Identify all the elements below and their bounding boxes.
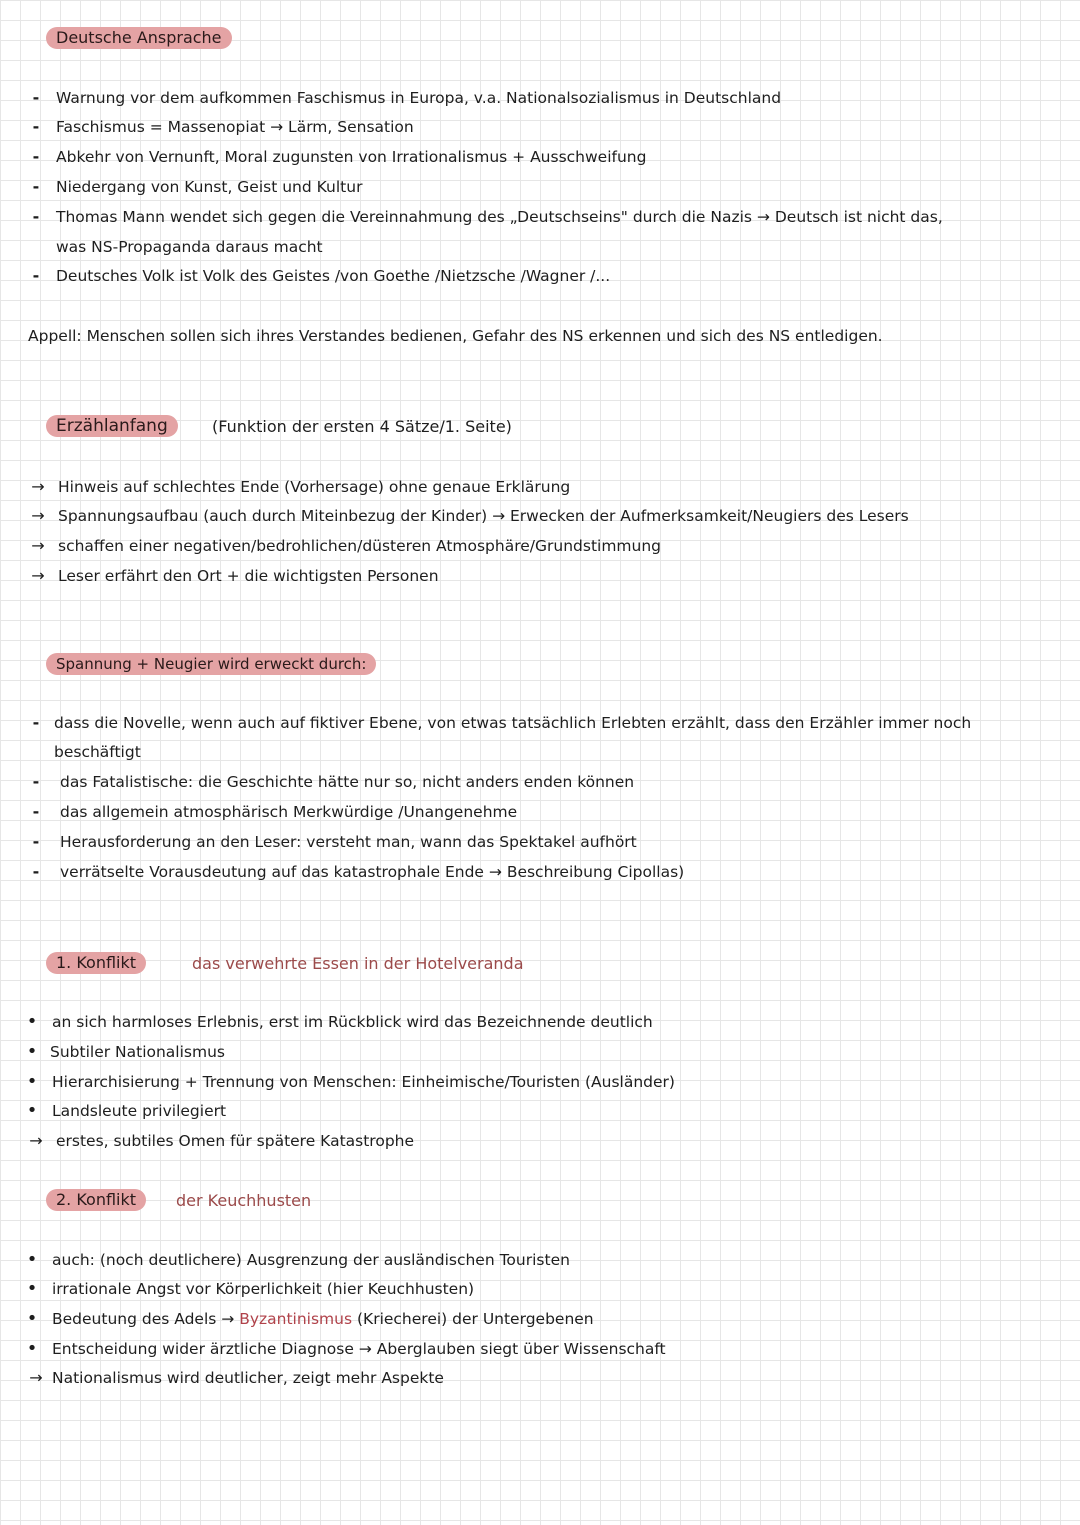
list-item: erstes, subtiles Omen für spätere Katastrophe: [56, 1132, 415, 1150]
dot-bullet: •: [26, 1338, 38, 1359]
list-item: Entscheidung wider ärztliche Diagnose → Aberglauben siegt über Wissenschaft: [52, 1340, 666, 1358]
list-item: das allgemein atmosphärisch Merkwürdige /Unangenehme: [60, 803, 518, 821]
list-item: Hinweis auf schlechtes Ende (Vorhersage) ohne genaue Erklärung: [58, 478, 571, 496]
dash-bullet: -: [32, 88, 40, 107]
arrow-bullet: →: [31, 477, 45, 496]
list-item: dass die Novelle, wenn auch auf fiktiver Ebene, von etwas tatsächlich Erlebten erzählt, dass den Erzähler immer noch: [54, 714, 972, 732]
list-item: Spannungsaufbau (auch durch Miteinbezug der Kinder) → Erwecken der Aufmerksamkeit/Neugiers des Lesers: [58, 507, 909, 525]
section-header-ansprache: Deutsche Ansprache: [46, 27, 232, 49]
dot-bullet: •: [26, 1278, 38, 1299]
adel-term: Byzantinismus: [239, 1310, 353, 1328]
dash-bullet: -: [32, 177, 40, 196]
section-subtitle-erzaehlanfang: (Funktion der ersten 4 Sätze/1. Seite): [212, 417, 512, 436]
list-item-adel: [52, 1308, 594, 1330]
list-item: Nationalismus wird deutlicher, zeigt mehr Aspekte: [52, 1369, 444, 1387]
list-item: Faschismus = Massenopiat → Lärm, Sensation: [56, 118, 414, 136]
dot-bullet: •: [26, 1011, 38, 1032]
arrow-bullet: →: [31, 536, 45, 555]
list-item: Landsleute privilegiert: [52, 1102, 227, 1120]
list-item: das Fatalistische: die Geschichte hätte nur so, nicht anders enden können: [60, 773, 635, 791]
dash-bullet: -: [32, 147, 40, 166]
section-header-erzaehlanfang: Erzählanfang: [46, 415, 178, 437]
dash-bullet: -: [32, 832, 40, 851]
dot-bullet: •: [26, 1071, 38, 1092]
list-item: Subtiler Nationalismus: [50, 1043, 225, 1061]
dash-bullet: -: [32, 862, 40, 881]
section-subtitle-konflikt1: das verwehrte Essen in der Hotelveranda: [192, 954, 524, 973]
list-item: verrätselte Vorausdeutung auf das katastrophale Ende → Beschreibung Cipollas): [60, 863, 685, 881]
list-item: Thomas Mann wendet sich gegen die Vereinnahmung des „Deutschseins" durch die Nazis → Deutsch ist nicht das,: [56, 208, 943, 226]
dash-bullet: -: [32, 207, 40, 226]
list-item: Abkehr von Vernunft, Moral zugunsten von Irrationalismus + Ausschweifung: [56, 148, 647, 166]
arrow-bullet: →: [29, 1368, 43, 1387]
list-item: irrationale Angst vor Körperlichkeit (hier Keuchhusten): [52, 1280, 475, 1298]
adel-prefix: Bedeutung des Adels →: [52, 1310, 235, 1328]
dot-bullet: •: [26, 1249, 38, 1270]
list-item: Warnung vor dem aufkommen Faschismus in Europa, v.a. Nationalsozialismus in Deutschland: [56, 89, 782, 107]
list-item: Herausforderung an den Leser: versteht man, wann das Spektakel aufhört: [60, 833, 637, 851]
list-item-continuation: was NS-Propaganda daraus macht: [56, 238, 323, 256]
dot-bullet: •: [26, 1308, 38, 1329]
dash-bullet: -: [32, 713, 40, 732]
dash-bullet: -: [32, 772, 40, 791]
list-item: an sich harmloses Erlebnis, erst im Rückblick wird das Bezeichnende deutlich: [52, 1013, 653, 1031]
list-item: Leser erfährt den Ort + die wichtigsten Personen: [58, 567, 439, 585]
list-item: Hierarchisierung + Trennung von Menschen: Einheimische/Touristen (Ausländer): [52, 1073, 675, 1091]
dot-bullet: •: [26, 1100, 38, 1121]
adel-suffix: (Kriecherei) der Untergebenen: [356, 1310, 594, 1328]
appeal-text: Appell: Menschen sollen sich ihres Verstandes bedienen, Gefahr des NS erkennen und sich des NS entledigen.: [28, 327, 883, 345]
section-header-konflikt2: 2. Konflikt: [46, 1189, 146, 1211]
section-header-konflikt1: 1. Konflikt: [46, 952, 146, 974]
section-header-spannung: Spannung + Neugier wird erweckt durch:: [46, 653, 376, 675]
dash-bullet: -: [32, 266, 40, 285]
list-item-continuation: beschäftigt: [54, 743, 141, 761]
arrow-bullet: →: [31, 506, 45, 525]
list-item: Deutsches Volk ist Volk des Geistes /von Goethe /Nietzsche /Wagner /...: [56, 267, 611, 285]
dot-bullet: •: [26, 1041, 38, 1062]
list-item: schaffen einer negativen/bedrohlichen/düsteren Atmosphäre/Grundstimmung: [58, 537, 662, 555]
arrow-bullet: →: [31, 566, 45, 585]
arrow-bullet: →: [29, 1131, 43, 1150]
section-subtitle-konflikt2: der Keuchhusten: [176, 1191, 312, 1210]
list-item: auch: (noch deutlichere) Ausgrenzung der ausländischen Touristen: [52, 1251, 570, 1269]
dash-bullet: -: [32, 802, 40, 821]
list-item: Niedergang von Kunst, Geist und Kultur: [56, 178, 363, 196]
dash-bullet: -: [32, 117, 40, 136]
